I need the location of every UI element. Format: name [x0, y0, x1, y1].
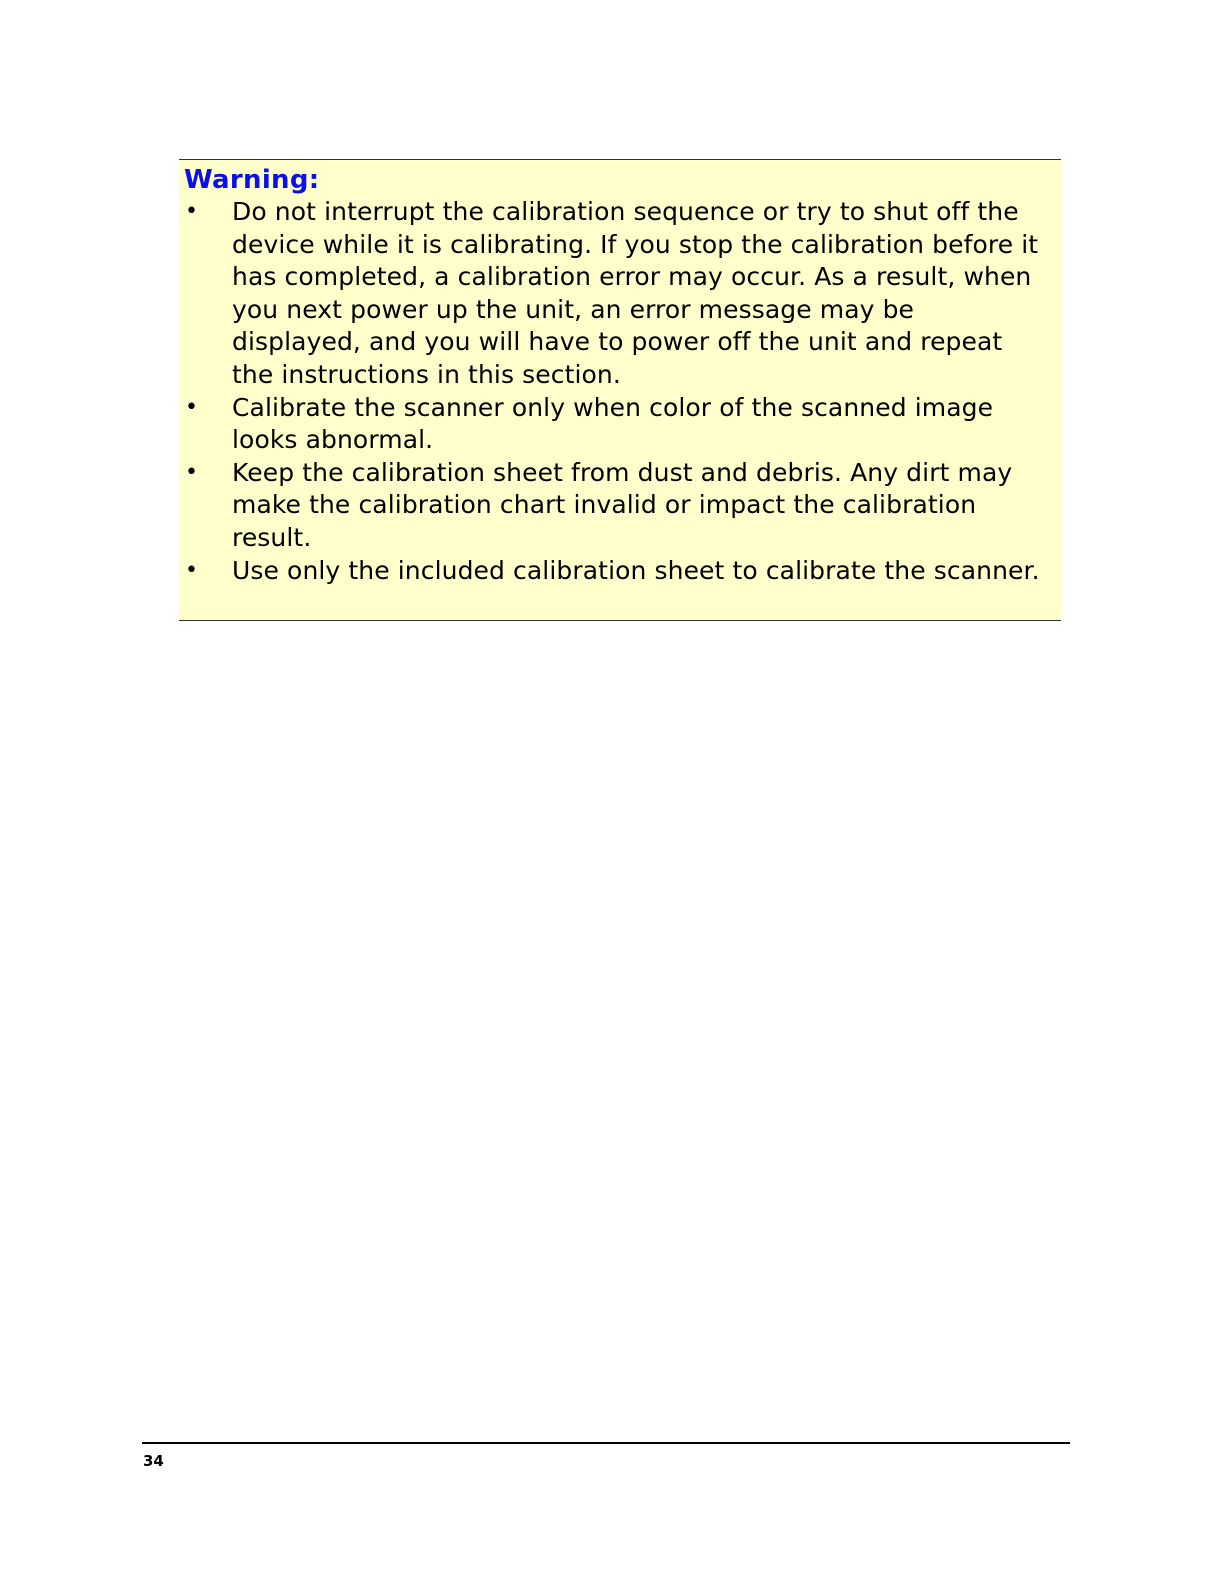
warning-list: [184, 196, 1051, 587]
warning-item-text: Use only the included calibration sheet to calibrate the scanner.: [232, 555, 1040, 585]
list-item: [184, 457, 1051, 555]
page-number: 34: [143, 1452, 164, 1470]
list-item: [184, 555, 1051, 588]
warning-item-text: Keep the calibration sheet from dust and debris. Any dirt may make the calibration chart invalid or impact the calibration result.: [232, 457, 1013, 552]
bullet-icon: •: [185, 394, 199, 420]
bullet-icon: •: [185, 459, 199, 485]
warning-item-text: Do not interrupt the calibration sequence or try to shut off the device while it is calibrating. If you stop the calibration before it has completed, a calibration error may occur. As a result, when you next power up the unit, an error message may be displayed, and you will have to power off the unit and repeat the instructions in this section.: [232, 197, 1039, 389]
warning-box: [179, 159, 1061, 621]
bullet-icon: •: [185, 557, 199, 583]
list-item: [184, 196, 1051, 392]
footer-rule: [142, 1442, 1070, 1444]
warning-item-text: Calibrate the scanner only when color of the scanned image looks abnormal.: [232, 392, 994, 455]
list-item: [184, 392, 1051, 457]
warning-title: Warning:: [184, 165, 320, 195]
bullet-icon: •: [185, 199, 199, 224]
